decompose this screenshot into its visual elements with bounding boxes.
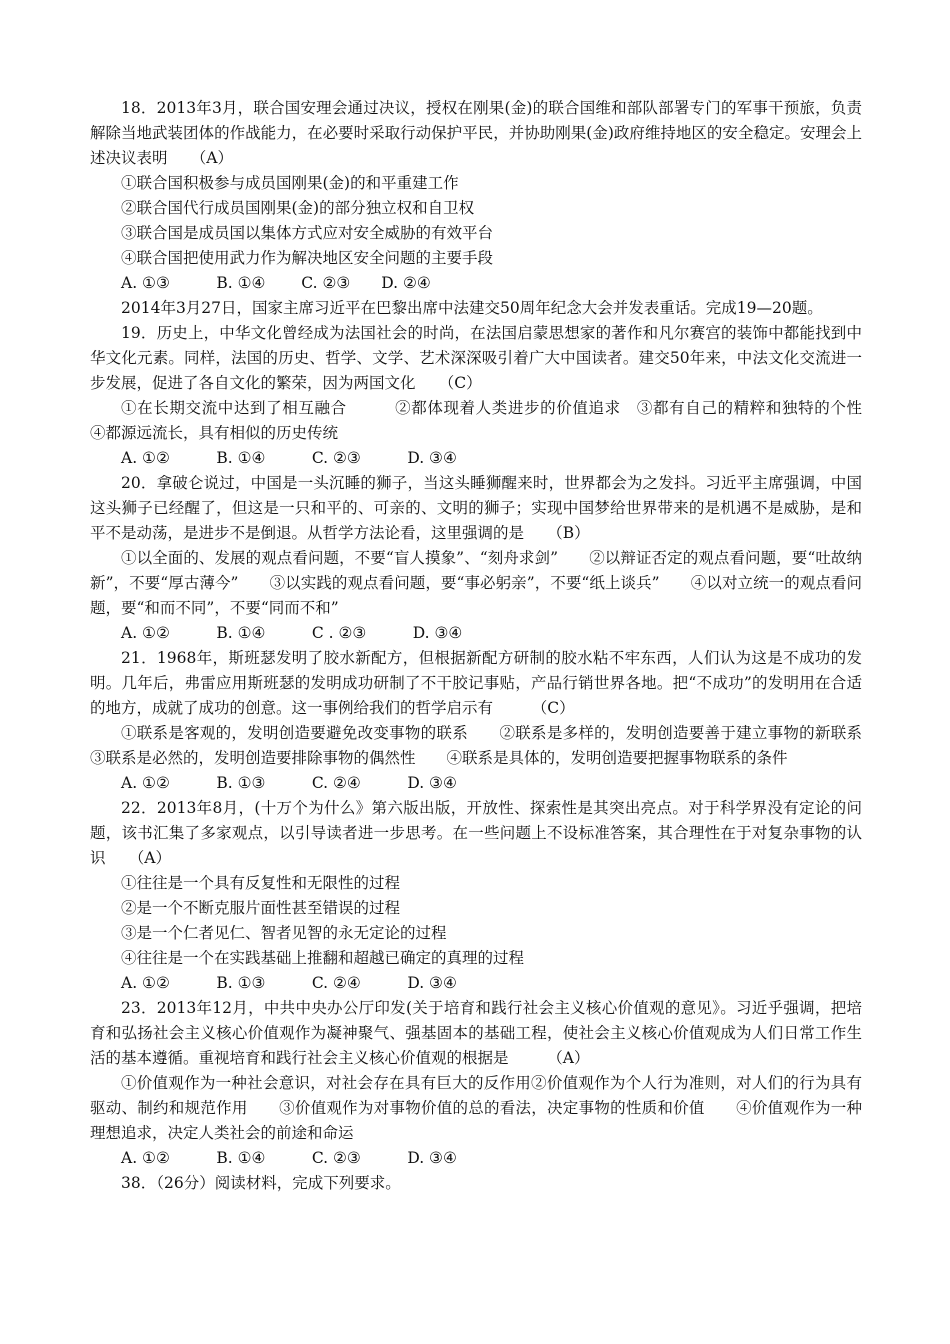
question-18-statement-2: ②联合国代行成员国刚果(金)的部分独立权和自卫权	[121, 199, 475, 217]
question-23-choices: A. ①② B. ①④ C. ②③ D. ③④	[121, 1149, 457, 1167]
question-19-statements: ①在长期交流中达到了相互融合 ②都体现着人类进步的价值追求 ③都有自己的精粹和独特的个性 ④都源远流长，具有相似的历史传统	[90, 399, 909, 442]
question-19-stem: 19．历史上，中华文化曾经成为法国社会的时尚，在法国启蒙思想家的著作和凡尔赛宫的装饰中都能找到中华文化元素。同样，法国的历史、哲学、文学、艺术深深吸引着广大中国读者。建交50年来，中法文化交流进一步发展，促进了各自文化的繁荣，因为两国文化 （C）	[90, 324, 862, 392]
question-20-statements: ①以全面的、发展的观点看问题，不要“盲人摸象”、“刻舟求剑” ②以辩证否定的观点看问题，要“吐故纳新”，不要“厚古薄今” ③以实践的观点看问题，要“事必躬亲”，不要“纸上谈兵” ④以对立统一的观点看问题，要“和而不同”，不要“同而不和”	[90, 549, 862, 617]
question-22-statement-3: ③是一个仁者见仁、智者见智的永无定论的过程	[121, 924, 447, 942]
question-18-choices: A. ①③ B. ①④ C. ②③ D. ②④	[121, 274, 431, 292]
question-23-statements: ①价值观作为一种社会意识，对社会存在具有巨大的反作用②价值观作为个人行为准则，对人们的行为具有驱动、制约和规范作用 ③价值观作为对事物价值的总的看法，决定事物的性质和价值 ④价值观作为一种理想追求，决定人类社会的前途和命运	[90, 1074, 862, 1142]
question-23-stem: 23．2013年12月，中共中央办公厅印发(关于培育和践行社会主义核心价值观的意见》。习近乎强调，把培育和弘扬社会主义核心价值观作为凝神聚气、强基固本的基础工程，使社会主义核心价值观成为人们日常工作生活的基本遵循。重视培育和践行社会主义核心价值观的根据是 （A）	[90, 999, 862, 1067]
question-20-choices: A. ①② B. ①④ C . ②③ D. ③④	[121, 624, 463, 642]
question-22-stem: 22．2013年8月，(十万个为什么》第六版出版，开放性、探索性是其突出亮点。对于科学界没有定论的问题，该书汇集了多家观点，以引导读者进一步思考。在一些问题上不设标准答案，其合理性在于对复杂事物的认识 （A）	[90, 799, 862, 867]
question-21-statements: ①联系是客观的，发明创造要避免改变事物的联系 ②联系是多样的，发明创造要善于建立事物的新联系 ③联系是必然的，发明创造要排除事物的偶然性 ④联系是具体的，发明创造要把握事物联系的条件	[90, 724, 894, 767]
question-22-statement-4: ④往往是一个在实践基础上推翻和超越已确定的真理的过程	[121, 949, 525, 967]
question-20-stem: 20．拿破仑说过，中国是一头沉睡的狮子，当这头睡狮醒来时，世界都会为之发抖。习近平主席强调，中国这头狮子已经醒了，但这是一只和平的、可亲的、文明的狮子；实现中国梦给世界带来的是机遇不是威胁，是和平不是动荡，是进步不是倒退。从哲学方法论看，这里强调的是 （B）	[90, 474, 862, 542]
question-22-choices: A. ①② B. ①③ C. ②④ D. ③④	[121, 974, 457, 992]
question-19-choices: A. ①② B. ①④ C. ②③ D. ③④	[121, 449, 457, 467]
material-intro: 2014年3月27日，国家主席习近平在巴黎出席中法建交50周年纪念大会并发表重话。完成19—20题。	[121, 299, 823, 317]
question-18-statement-1: ①联合国积极参与成员国刚果(金)的和平重建工作	[121, 174, 459, 192]
question-21-choices: A. ①② B. ①③ C. ②④ D. ③④	[121, 774, 457, 792]
question-22-statement-2: ②是一个不断克服片面性甚至错误的过程	[121, 899, 401, 917]
exam-page	[90, 96, 909, 1196]
question-38-stem: 38．（26分）阅读材料，完成下列要求。	[121, 1174, 401, 1192]
question-18-stem: 18．2013年3月，联合国安理会通过决议，授权在刚果(金)的联合国维和部队部署专门的军事干预旅，负责解除当地武装团体的作战能力，在必要时采取行动保护平民，并协助刚果(金)政府维持地区的安全稳定。安理会上述决议表明 （A）	[90, 99, 862, 167]
question-22-statement-1: ①往往是一个具有反复性和无限性的过程	[121, 874, 401, 892]
question-18-statement-3: ③联合国是成员国以集体方式应对安全威胁的有效平台	[121, 224, 494, 242]
question-18-statement-4: ④联合国把使用武力作为解决地区安全问题的主要手段	[121, 249, 494, 267]
question-21-stem: 21．1968年，斯班瑟发明了胶水新配方，但根据新配方研制的胶水粘不牢东西，人们认为这是不成功的发明。几年后，弗雷应用斯班瑟的发明成功研制了不干胶记事贴，产品行销世界各地。把“不成功”的发明用在合适的地方，成就了成功的创意。这一事例给我们的哲学启示有 （C）	[90, 649, 862, 717]
